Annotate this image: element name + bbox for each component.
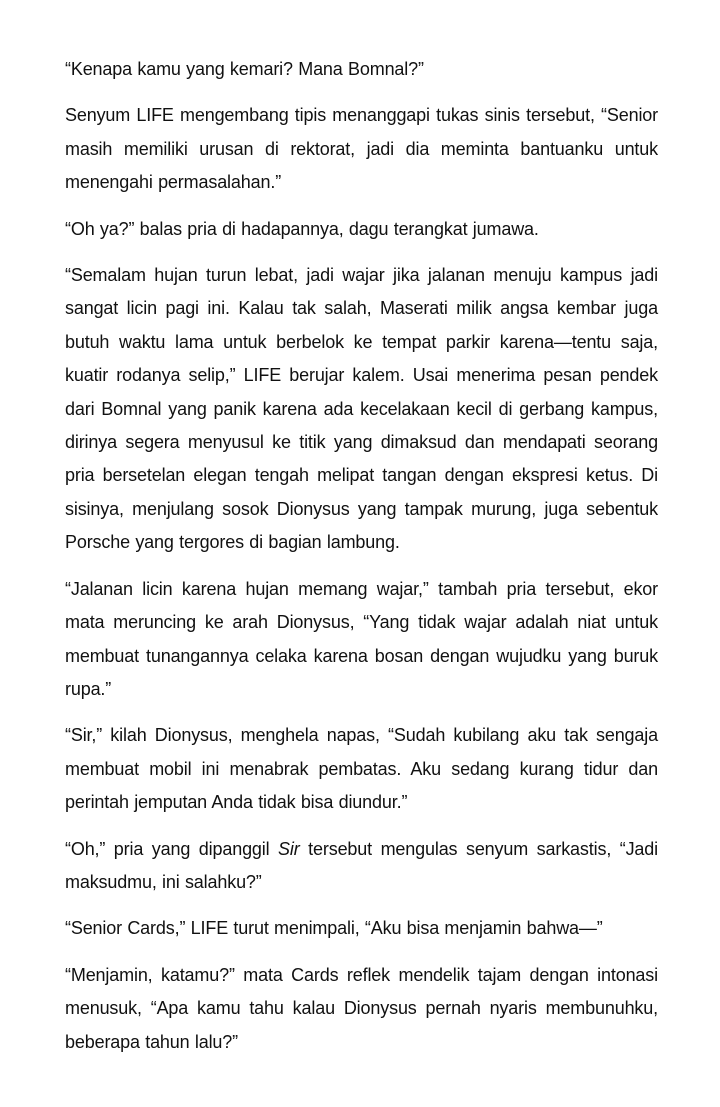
paragraph-8: “Senior Cards,” LIFE turut menimpali, “Aku bisa menjamin bahwa—” [65,918,603,939]
paragraph-7-after: tersebut mengulas senyum sarkastis, “Jadi maksudmu, ini salahku?” [65,838,658,892]
paragraph-7-before: “Oh,” pria yang dipanggil [65,838,279,859]
paragraph-4: “Semalam hujan turun lebat, jadi wajar jika jalanan menuju kampus jadi sangat licin pagi ini. Kalau tak salah, Maserati milik angsa kembar juga butuh waktu lama untuk berbelok ke tempat parkir karena—tentu saja, kuatir rodanya selip,” LIFE berujar kalem. Usai menerima pesan pendek dari Bomnal yang panik karena ada kecelakaan kecil di gerbang kampus, dirinya segera menyusul ke titik yang dimaksud dan mendapati seorang pria bersetelan elegan tengah melipat tangan dengan ekspresi ketus. Di sisinya, menjulang sosok Dionysus yang tampak murung, juga sebentuk Porsche yang tergores di bagian lambung. [65,265,658,553]
paragraph-5: “Jalanan licin karena hujan memang wajar,” tambah pria tersebut, ekor mata meruncing ke arah Dionysus, “Yang tidak wajar adalah niat untuk membuat tunangannya celaka karena bosan dengan wujudku yang buruk rupa.” [65,578,658,699]
paragraph-7 [65,833,658,900]
paragraph-3: “Oh ya?” balas pria di hadapannya, dagu terangkat jumawa. [65,218,539,239]
document-page [65,53,658,1059]
paragraph-6: “Sir,” kilah Dionysus, menghela napas, “Sudah kubilang aku tak sengaja membuat mobil ini menabrak pembatas. Aku sedang kurang tidur dan perintah jemputan Anda tidak bisa diundur.” [65,725,658,813]
paragraph-9: “Menjamin, katamu?” mata Cards reflek mendelik tajam dengan intonasi menusuk, “Apa kamu tahu kalau Dionysus pernah nyaris membunuhku, beberapa tahun lalu?” [65,964,658,1052]
paragraph-1: “Kenapa kamu yang kemari? Mana Bomnal?” [65,59,424,79]
paragraph-2: Senyum LIFE mengembang tipis menanggapi tukas sinis tersebut, “Senior masih memiliki urusan di rektorat, jadi dia meminta bantuanku untuk menengahi permasalahan.” [65,105,658,193]
paragraph-7-italic: Sir [278,838,300,859]
